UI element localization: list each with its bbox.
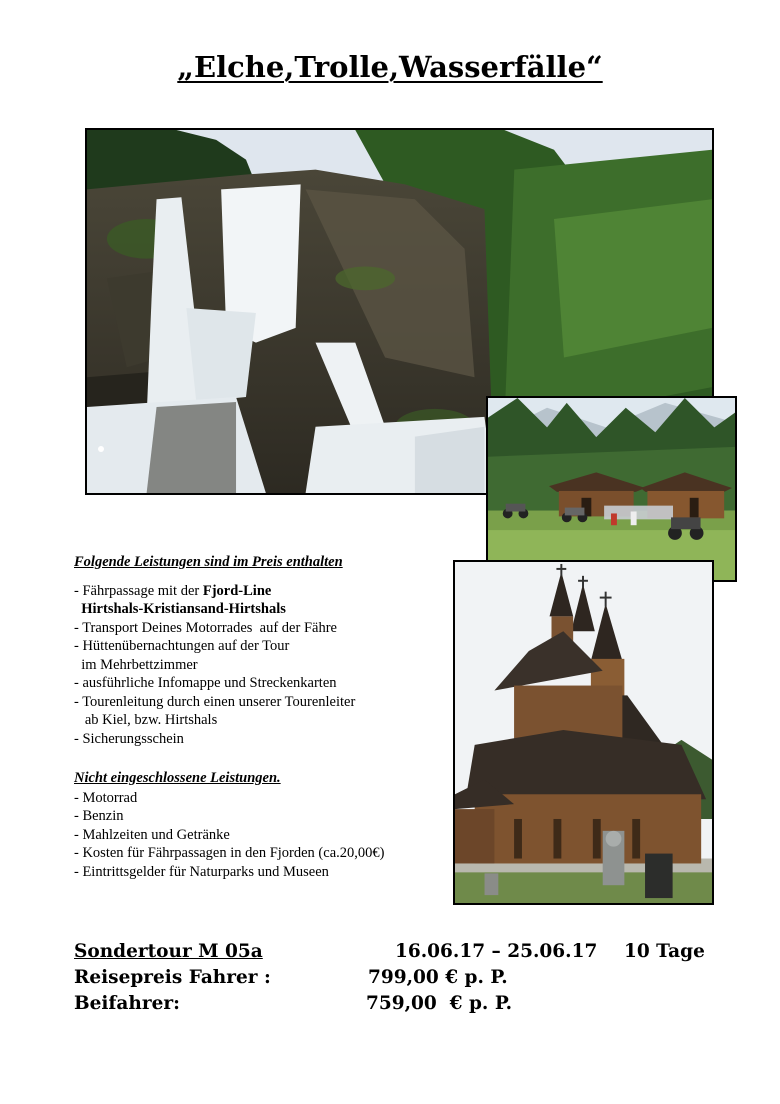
- excluded-services: [74, 769, 444, 881]
- list-item: im Mehrbettzimmer: [74, 656, 198, 673]
- excluded-heading: Nicht eingeschlossene Leistungen.: [74, 770, 281, 786]
- tour-dates: 16.06.17 – 25.06.17: [395, 941, 598, 962]
- list-item: - ausführliche Infomappe und Streckenkarten: [74, 675, 337, 691]
- page-title: „Elche,Trolle,Wasserfälle“: [177, 50, 603, 84]
- list-item: Hirtshals-Kristiansand-Hirtshals: [81, 601, 286, 617]
- cabins-photo: [486, 396, 737, 582]
- list-item: - Eintrittsgelder für Naturparks und Museen: [74, 863, 329, 880]
- list-item: ab Kiel, bzw. Hirtshals: [74, 712, 218, 728]
- price-passenger-label: Beifahrer:: [74, 993, 180, 1014]
- included-services: [74, 553, 444, 748]
- list-item: - Kosten für Fährpassagen in den Fjorden (ca.20,00€): [74, 845, 385, 861]
- included-heading: Folgende Leistungen sind im Preis enthalten: [74, 554, 343, 570]
- list-item: - Motorrad: [74, 789, 138, 806]
- tour-duration: 10 Tage: [624, 941, 705, 962]
- list-item: - Transport Deines Motorrades auf der Fähre: [74, 619, 337, 636]
- bullet-dot: [98, 446, 104, 452]
- stave-church-photo: [453, 560, 714, 905]
- tour-label: Sondertour M 05a: [74, 941, 263, 962]
- list-item: - Sicherungsschein: [74, 730, 184, 747]
- list-item: - Benzin: [74, 808, 124, 824]
- price-driver: 799,00 € p. P.: [368, 967, 508, 988]
- list-item: - Tourenleitung durch einen unserer Tourenleiter: [74, 693, 356, 710]
- list-item: - Fährpassage mit der Fjord-Line: [74, 582, 272, 599]
- list-item: - Hüttenübernachtungen auf der Tour: [74, 638, 290, 654]
- price-driver-label: Reisepreis Fahrer :: [74, 967, 271, 988]
- price-passenger: 759,00 € p. P.: [366, 993, 513, 1014]
- list-item: - Mahlzeiten und Getränke: [74, 826, 230, 843]
